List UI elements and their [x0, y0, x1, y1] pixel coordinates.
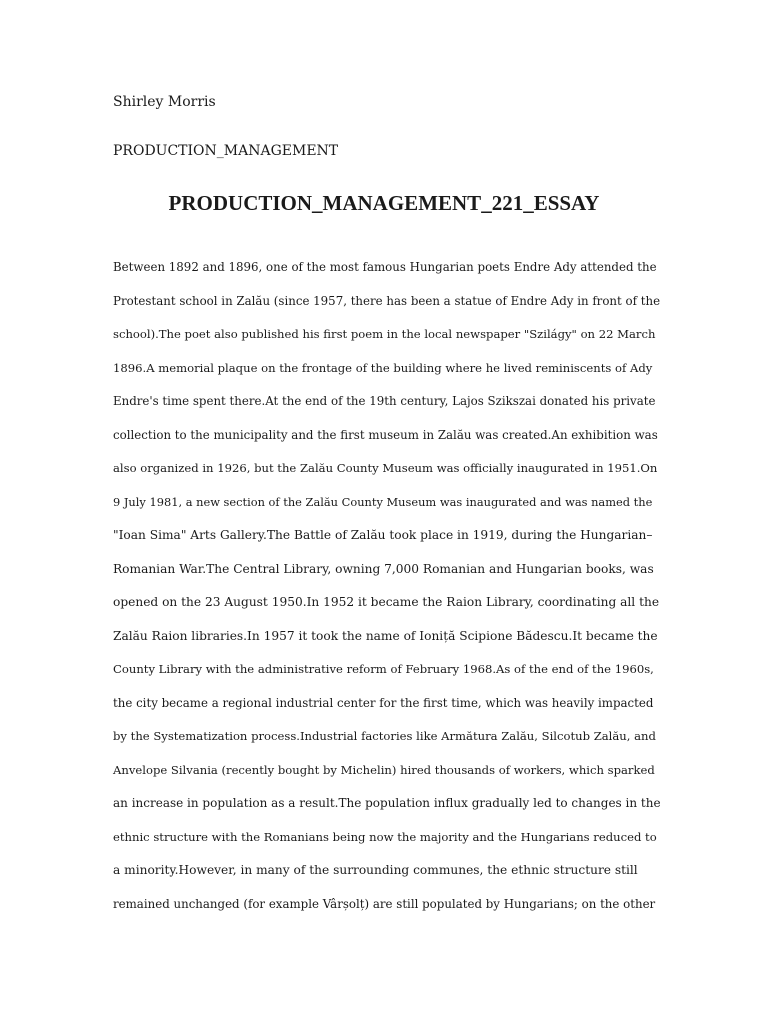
body-line: Protestant school in Zalău (since 1957, there has been a statue of Endre Ady in front of the — [113, 293, 661, 308]
author-name: Shirley Morris — [113, 94, 216, 110]
body-line: 9 July 1981, a new section of the Zalău County Museum was inaugurated and was named the — [113, 494, 653, 509]
body-line: opened on the 23 August 1950.In 1952 it became the Raion Library, coordinating all the — [113, 595, 660, 609]
course-name: PRODUCTION_MANAGEMENT — [113, 143, 339, 159]
body-line: 1896.A memorial plaque on the frontage of the building where he lived reminiscents of Ady — [113, 360, 653, 375]
body-line: collection to the municipality and the first museum in Zalău was created.An exhibition was — [113, 427, 658, 442]
body-line: also organized in 1926, but the Zalău County Museum was officially inaugurated in 1951.On — [113, 461, 658, 475]
body-line: ethnic structure with the Romanians being now the majority and the Hungarians reduced to — [113, 829, 657, 844]
body-line: Between 1892 and 1896, one of the most famous Hungarian poets Endre Ady attended the — [113, 260, 657, 274]
body-line: "Ioan Sima" Arts Gallery.The Battle of Zalău took place in 1919, during the Hungarian– — [113, 528, 653, 542]
body-line: by the Systematization process.Industrial factories like Armătura Zalău, Silcotub Zalău, and — [113, 729, 656, 743]
body-line: Zalău Raion libraries.In 1957 it took the name of Ioniță Scipione Bădescu.It became the — [113, 628, 658, 643]
body-line: County Library with the administrative reform of February 1968.As of the end of the 1960s, — [113, 662, 654, 676]
body-line: the city became a regional industrial center for the first time, which was heavily impacted — [113, 695, 654, 710]
essay-body — [113, 251, 661, 921]
body-line: Endre's time spent there.At the end of the 19th century, Lajos Szikszai donated his private — [113, 394, 656, 408]
body-line: remained unchanged (for example Vârșolț) are still populated by Hungarians; on the other — [113, 896, 656, 911]
body-line: a minority.However, in many of the surrounding communes, the ethnic structure still — [113, 863, 638, 877]
essay-title: PRODUCTION_MANAGEMENT_221_ESSAY — [168, 191, 600, 215]
body-line: Romanian War.The Central Library, owning 7,000 Romanian and Hungarian books, was — [113, 561, 654, 576]
body-line: an increase in population as a result.The population influx gradually led to changes in the — [113, 796, 661, 810]
body-line: Anvelope Silvania (recently bought by Michelin) hired thousands of workers, which sparked — [113, 762, 655, 777]
body-line: school).The poet also published his first poem in the local newspaper "Szilágy" on 22 March — [113, 327, 656, 341]
